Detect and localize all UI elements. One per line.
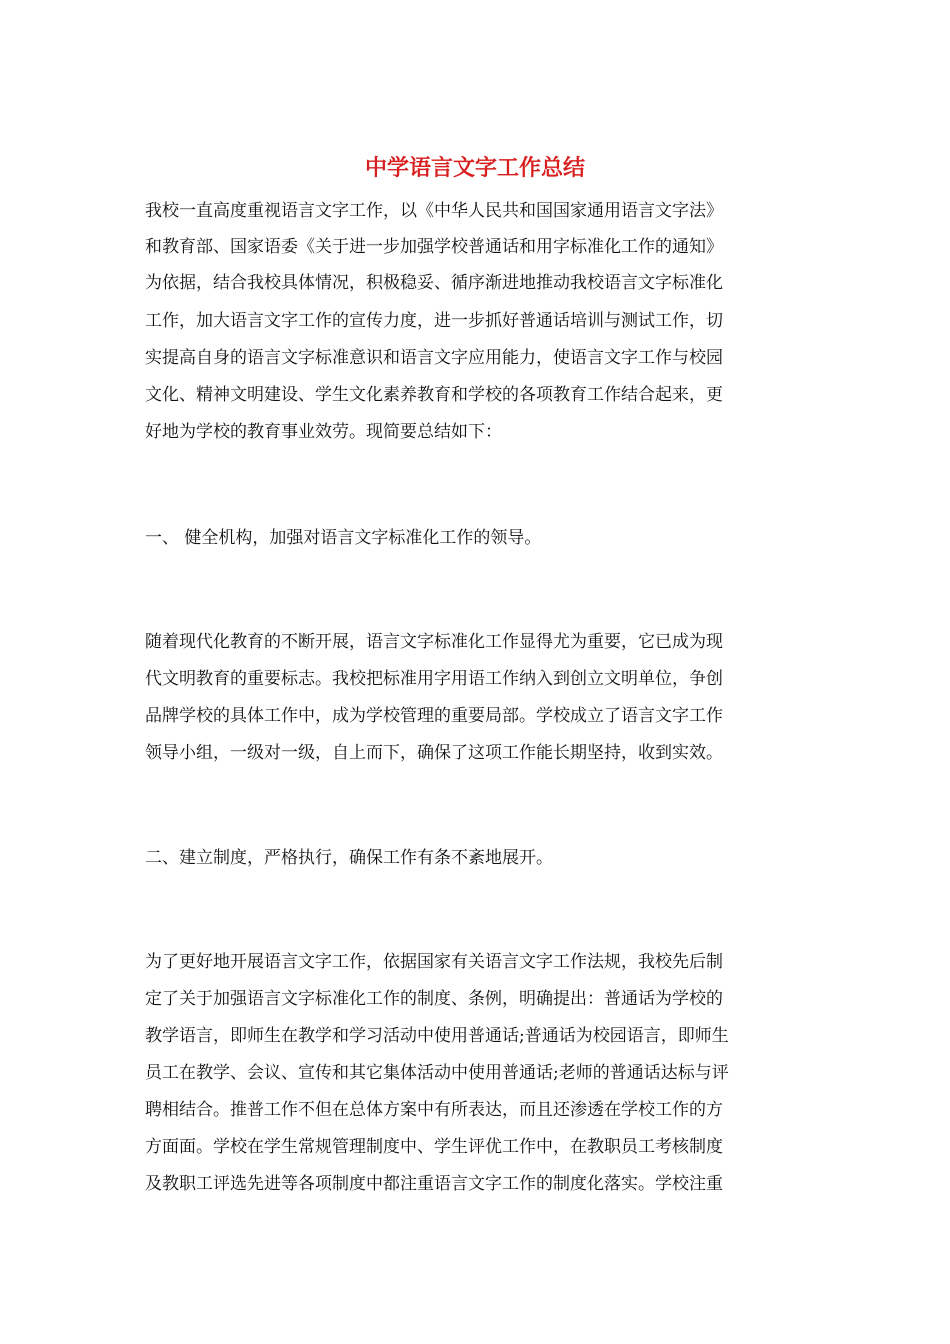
section1-line: 随着现代化教育的不断开展，语言文字标准化工作显得尤为重要，它已成为现 [145, 632, 723, 652]
section1-line: 代文明教育的重要标志。我校把标准用字用语工作纳入到创立文明单位，争创 [145, 669, 723, 689]
intro-line: 我校一直高度重视语言文字工作，以《中华人民共和国国家通用语言文字法》 [145, 201, 723, 221]
section2-line: 为了更好地开展语言文字工作，依据国家有关语言文字工作法规，我校先后制 [145, 952, 723, 972]
intro-line: 为依据，结合我校具体情况，积极稳妥、循序渐进地推动我校语言文字标准化 [145, 273, 723, 293]
intro-line: 实提高自身的语言文字标准意识和语言文字应用能力，使语言文字工作与校园 [145, 348, 723, 368]
section2-line: 方面面。学校在学生常规管理制度中、学生评优工作中，在教职员工考核制度 [145, 1137, 723, 1157]
document-title: 中学语言文字工作总结 [364, 155, 585, 181]
intro-line: 和教育部、国家语委《关于进一步加强学校普通话和用字标准化工作的通知》 [145, 237, 723, 257]
section2-line: 教学语言，即师生在教学和学习活动中使用普通话;普通话为校园语言，即师生 [145, 1026, 729, 1046]
section2-line: 及教职工评选先进等各项制度中都注重语言文字工作的制度化落实。学校注重 [145, 1174, 723, 1194]
section2-line: 定了关于加强语言文字标准化工作的制度、条例，明确提出：普通话为学校的 [145, 989, 723, 1009]
intro-line: 文化、精神文明建设、学生文化素养教育和学校的各项教育工作结合起来，更 [145, 385, 723, 405]
section-heading: 一、 健全机构，加强对语言文字标准化工作的领导。 [145, 528, 542, 548]
section1-line: 品牌学校的具体工作中，成为学校管理的重要局部。学校成立了语言文字工作 [145, 706, 723, 726]
intro-line: 好地为学校的教育事业效劳。现简要总结如下： [145, 422, 502, 442]
section2-line: 聘相结合。推普工作不但在总体方案中有所表达，而且还渗透在学校工作的方 [145, 1100, 723, 1120]
intro-line: 工作，加大语言文字工作的宣传力度，进一步抓好普通话培训与测试工作，切 [145, 311, 723, 331]
section1-line: 领导小组，一级对一级，自上而下，确保了这项工作能长期坚持，收到实效。 [145, 743, 723, 763]
section-heading: 二、建立制度，严格执行，确保工作有条不紊地展开。 [145, 848, 553, 868]
section2-line: 员工在教学、会议、宣传和其它集体活动中使用普通话;老师的普通话达标与评 [145, 1063, 729, 1083]
